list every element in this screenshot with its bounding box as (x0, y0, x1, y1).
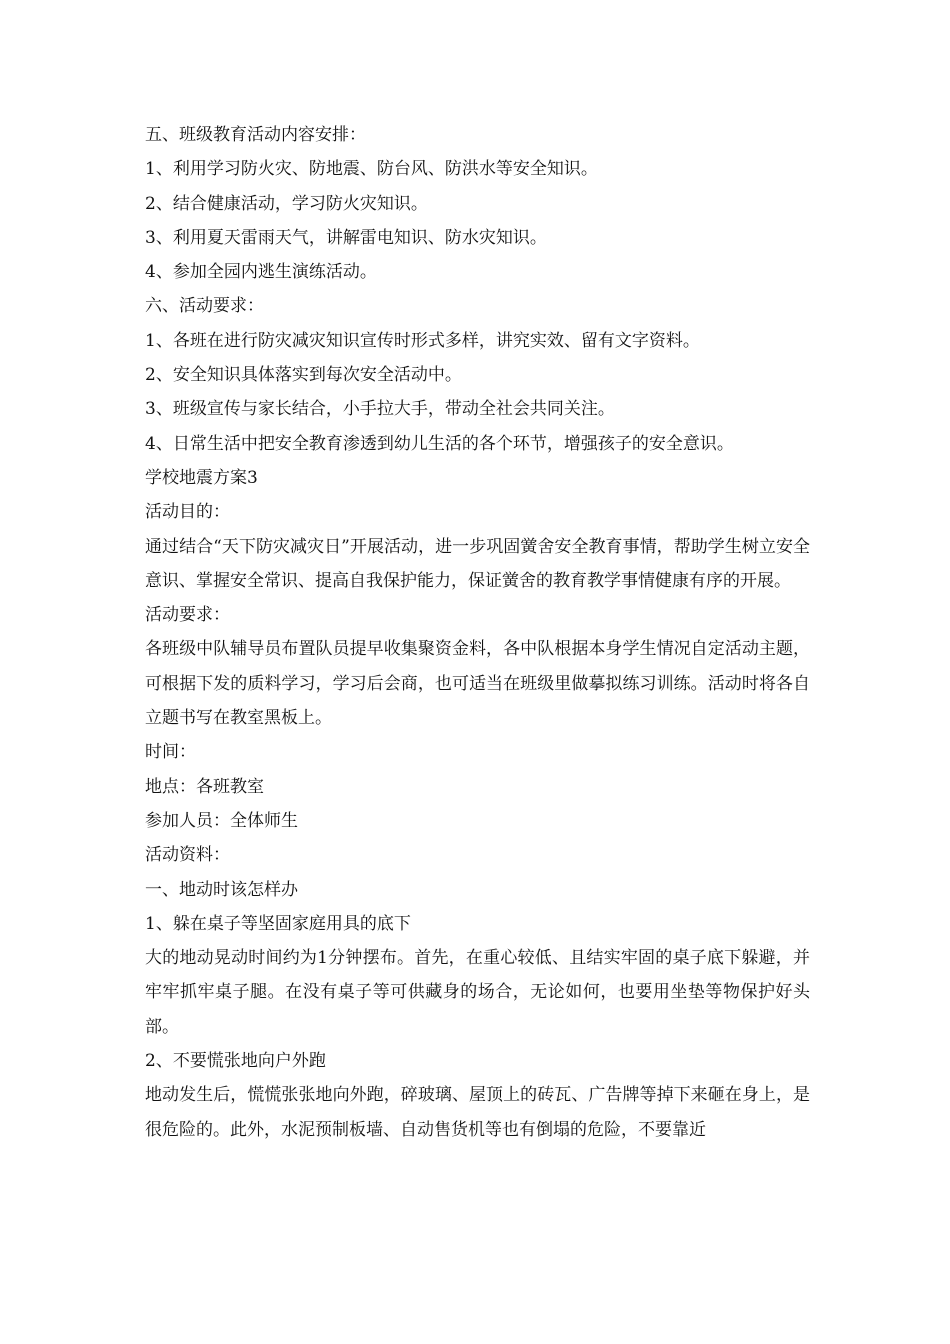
list-item: 3、班级宣传与家长结合，小手拉大手，带动全社会共同关注。 (145, 399, 615, 420)
participants-line: 参加人员：全体师生 (145, 810, 298, 831)
list-item: 4、参加全园内逃生演练活动。 (145, 262, 377, 283)
place-line: 地点：各班教室 (145, 776, 264, 797)
list-item: 1、各班在进行防灾减灾知识宣传时形式多样，讲究实效、留有文字资料。 (145, 330, 700, 351)
section-heading-activity-requirements: 六、活动要求： (145, 296, 264, 317)
materials-heading: 活动资料： (145, 845, 230, 866)
heading-requirements: 活动要求： (145, 605, 230, 626)
section-heading-class-activities: 五、班级教育活动内容安排： (145, 125, 366, 145)
list-item: 1、利用学习防火灾、防地震、防台风、防洪水等安全知识。 (145, 159, 598, 180)
section-heading-earthquake: 一、地动时该怎样办 (145, 879, 298, 900)
document-page (145, 118, 810, 1147)
time-line: 时间： (145, 742, 196, 763)
list-item: 4、日常生活中把安全教育渗透到幼儿生活的各个环节，增强孩子的安全意识。 (145, 433, 734, 454)
heading-activity-purpose: 活动目的： (145, 502, 230, 523)
list-item: 2、安全知识具体落实到每次安全活动中。 (145, 365, 462, 386)
item-heading-dont-run: 2、不要慌张地向户外跑 (145, 1051, 326, 1072)
item-heading-hide: 1、躲在桌子等坚固家庭用具的底下 (145, 913, 411, 934)
list-item: 2、结合健康活动，学习防火灾知识。 (145, 193, 428, 214)
paragraph-requirements: 各班级中队辅导员布置队员提早收集聚资金料，各中队根据本身学生情况自定活动主题，可根据下发的质料学习，学习后会商，也可适当在班级里做摹拟练习训练。活动时将各自立题书写在教室黑板上。 (145, 639, 810, 729)
document-title: 学校地震方案3 (145, 467, 258, 488)
list-item: 3、利用夏天雷雨天气，讲解雷电知识、防水灾知识。 (145, 227, 547, 248)
paragraph-dont-run: 地动发生后，慌慌张张地向外跑，碎玻璃、屋顶上的砖瓦、广告牌等掉下来砸在身上，是很危险的。此外，水泥预制板墙、自动售货机等也有倒塌的危险，不要靠近 (145, 1085, 810, 1140)
paragraph-purpose: 通过结合“天下防灾减灾日”开展活动，进一步巩固黉舍安全教育事情，帮助学生树立安全意识、掌握安全常识、提高自我保护能力，保证黉舍的教育教学事情健康有序的开展。 (145, 536, 810, 591)
paragraph-hide: 大的地动晃动时间约为1分钟摆布。首先，在重心较低、且结实牢固的桌子底下躲避，并牢牢抓牢桌子腿。在没有桌子等可供藏身的场合，无论如何，也要用坐垫等物保护好头部。 (145, 948, 810, 1037)
